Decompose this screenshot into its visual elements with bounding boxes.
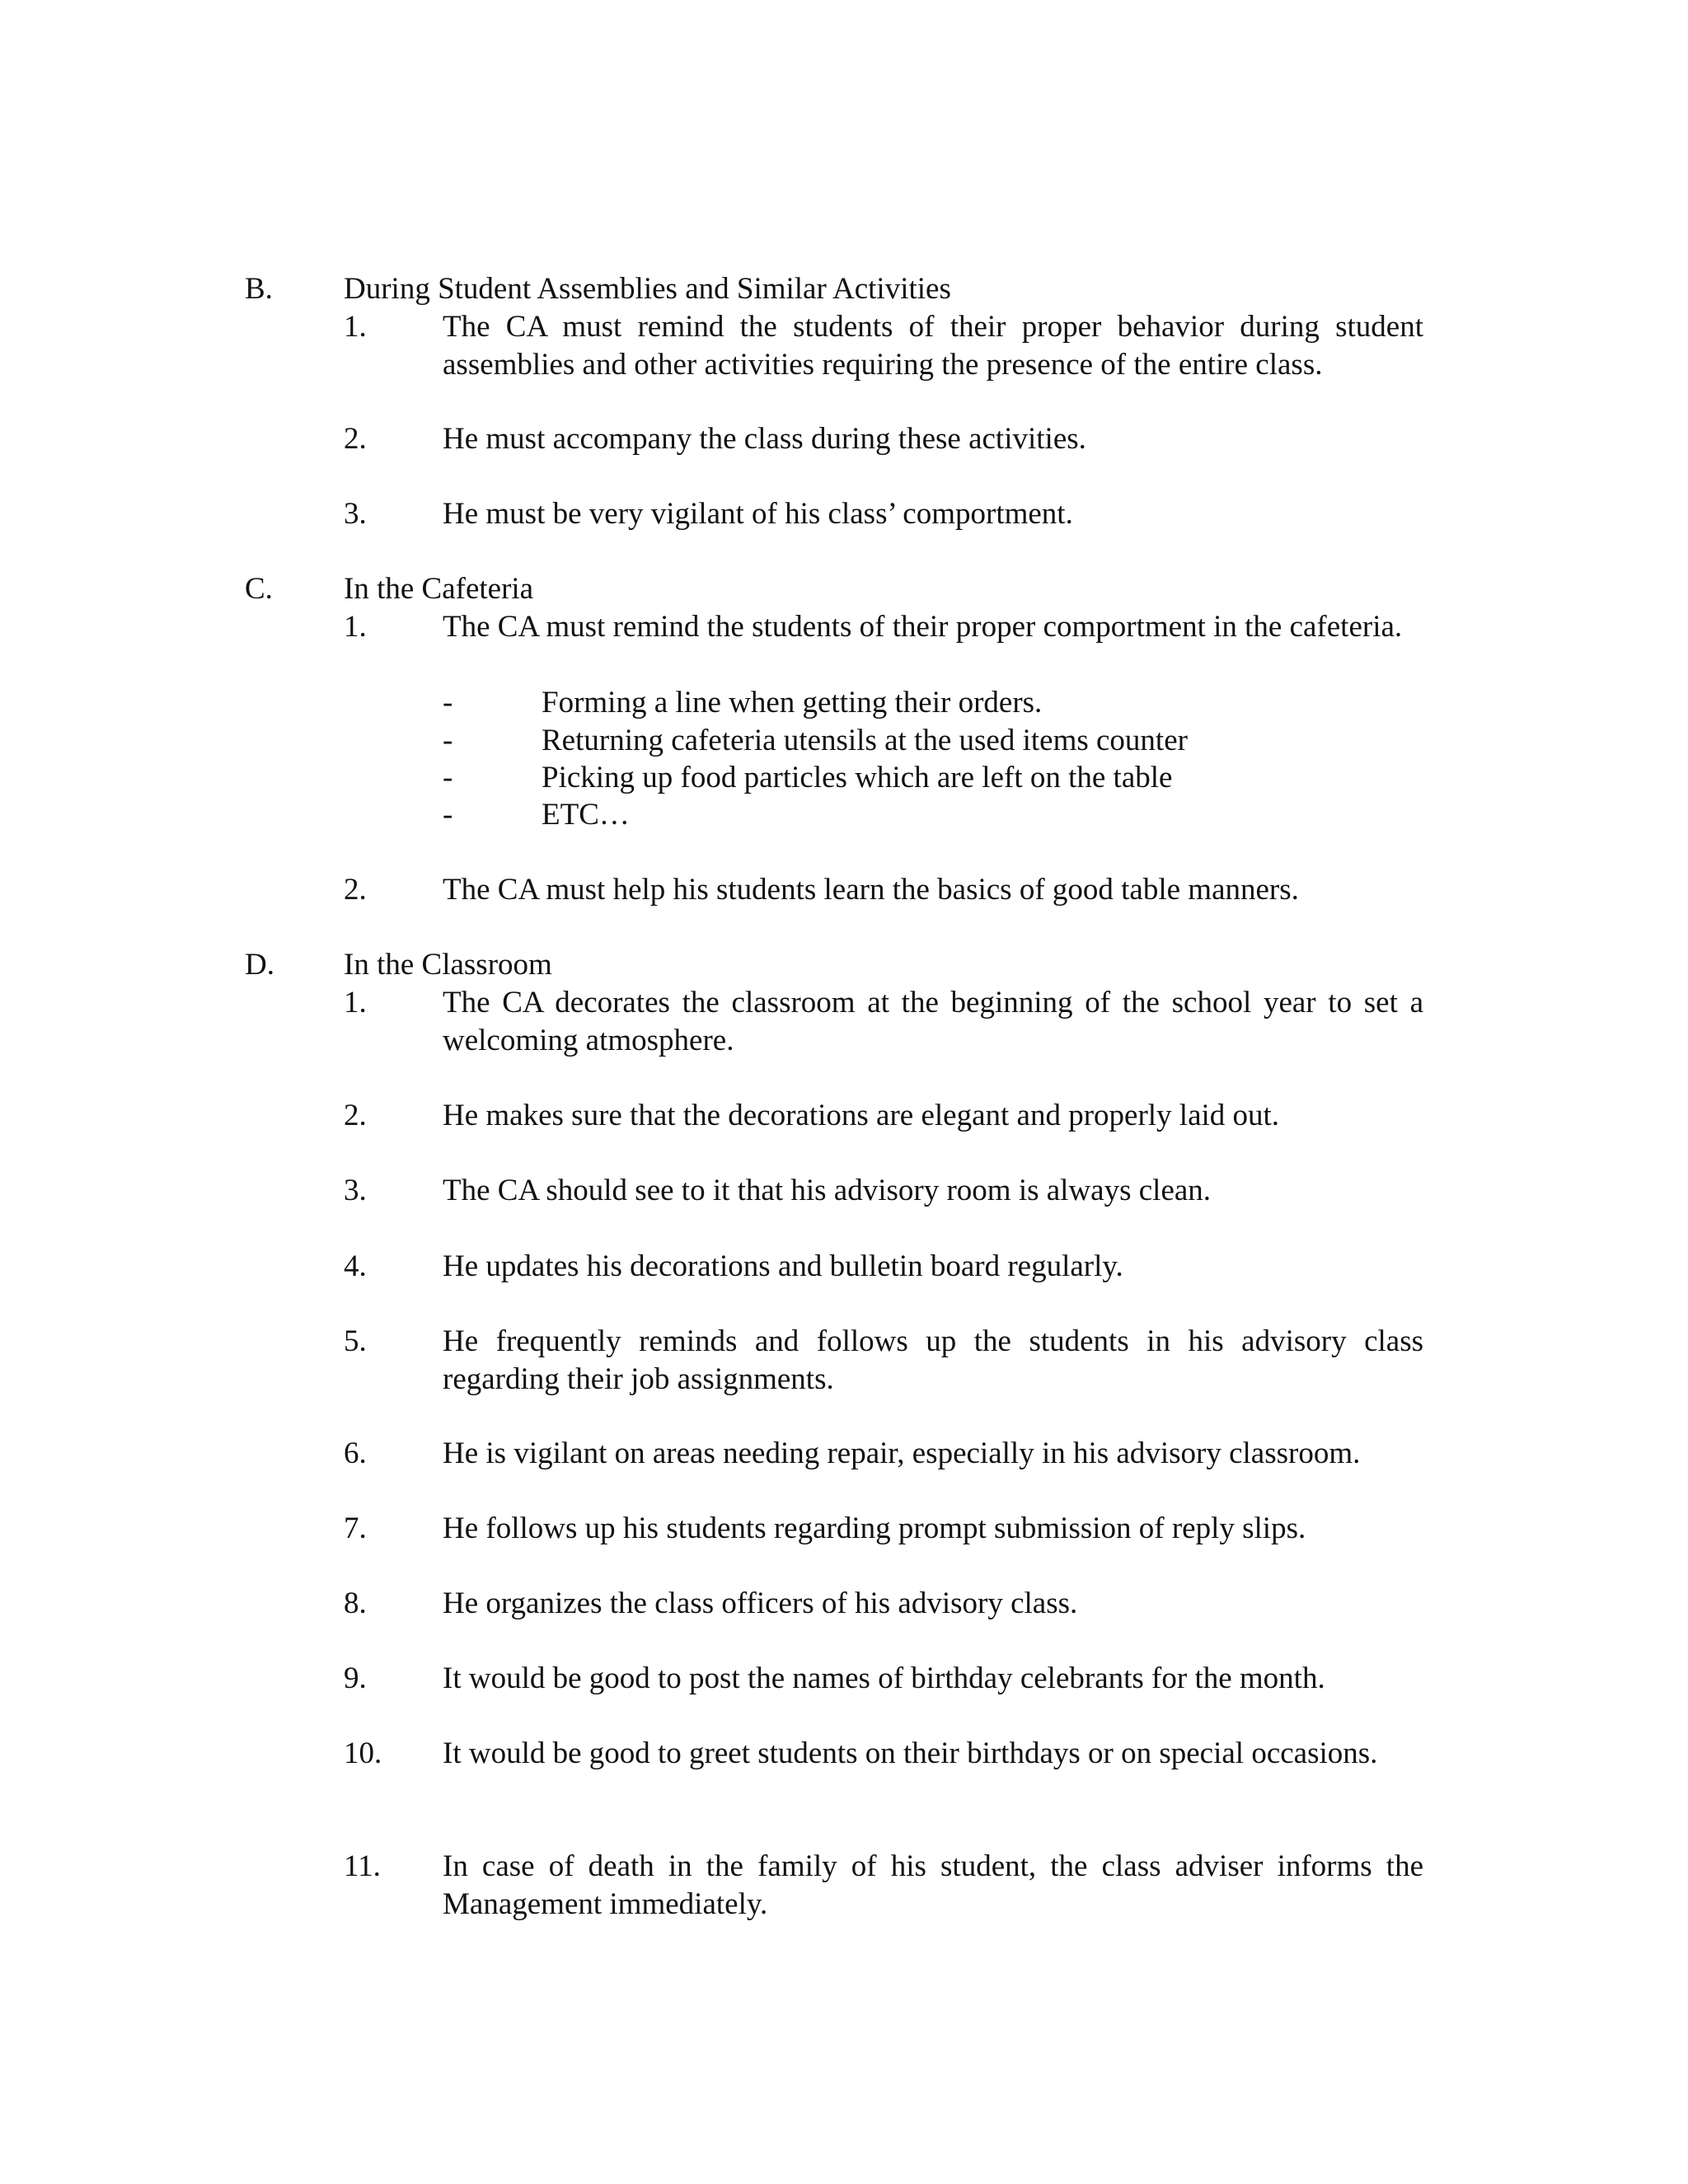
item-text: The CA must remind the students of their proper behavior during student assemblies and other activities requiring the presence of the entire class. [443,310,1423,382]
dash-bullet: - [443,761,453,794]
item-number: 2. [344,422,367,456]
item-text: He frequently reminds and follows up the students in his advisory class regarding their job assignments. [443,1324,1423,1396]
item-text: He updates his decorations and bulletin board regularly. [443,1249,1123,1283]
item-text: He makes sure that the decorations are elegant and properly laid out. [443,1099,1280,1132]
section-heading: In the Classroom [344,948,552,982]
item-number: 1. [344,986,367,1019]
section-letter: B. [245,272,273,306]
item-text: He organizes the class officers of his advisory class. [443,1586,1078,1620]
item-number: 3. [344,497,367,531]
item-number: 6. [344,1436,367,1470]
item-number: 11. [344,1849,381,1883]
item-number: 10. [344,1736,382,1770]
sub-item-text: Returning cafeteria utensils at the used items counter [542,724,1188,757]
sub-item-text: Picking up food particles which are left on the table [542,761,1173,794]
item-number: 2. [344,1099,367,1132]
item-text: The CA must remind the students of their proper comportment in the cafeteria. [443,610,1403,644]
item-text: He follows up his students regarding prompt submission of reply slips. [443,1511,1306,1545]
section-heading: During Student Assemblies and Similar Activities [344,272,951,306]
dash-bullet: - [443,686,453,719]
section-letter: C. [245,572,273,606]
item-number: 5. [344,1324,367,1358]
item-number: 9. [344,1661,367,1695]
dash-bullet: - [443,724,453,757]
item-text: The CA decorates the classroom at the beginning of the school year to set a welcoming atmosphere. [443,986,1423,1057]
item-text: It would be good to greet students on their birthdays or on special occasions. [443,1736,1378,1770]
item-text: In case of death in the family of his student, the class adviser informs the Management immediately. [443,1849,1423,1921]
item-text: He must accompany the class during these activities. [443,422,1086,456]
item-number: 8. [344,1586,367,1620]
item-number: 4. [344,1249,367,1283]
item-number: 2. [344,873,367,907]
sub-item-text: Forming a line when getting their orders. [542,686,1043,719]
item-number: 3. [344,1174,367,1207]
item-text: The CA must help his students learn the basics of good table manners. [443,873,1299,907]
item-number: 1. [344,610,367,644]
item-number: 7. [344,1511,367,1545]
item-number: 1. [344,310,367,344]
dash-bullet: - [443,798,453,832]
item-text: He is vigilant on areas needing repair, especially in his advisory classroom. [443,1436,1361,1470]
section-heading: In the Cafeteria [344,572,534,606]
item-text: He must be very vigilant of his class’ comportment. [443,497,1073,531]
item-text: The CA should see to it that his advisory room is always clean. [443,1174,1212,1207]
item-text: It would be good to post the names of birthday celebrants for the month. [443,1661,1325,1695]
sub-item-text: ETC… [542,798,630,832]
section-letter: D. [245,948,274,982]
